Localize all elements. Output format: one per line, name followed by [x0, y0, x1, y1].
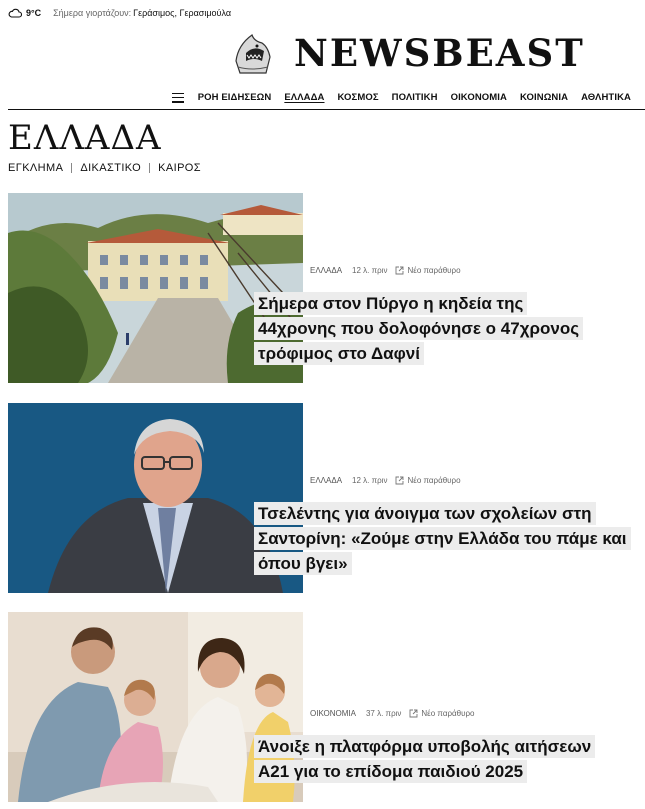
article-card — [8, 193, 633, 383]
nav-item-ellada[interactable]: ΕΛΛΑΔΑ — [284, 92, 325, 103]
nav-item-kosmos[interactable]: ΚΟΣΜΟΣ — [337, 92, 379, 103]
subcategory-dikastiko[interactable]: ΔΙΚΑΣΤΙΚΟ — [80, 162, 142, 174]
article-meta — [310, 476, 469, 485]
temperature: 9°C — [26, 8, 42, 18]
divider — [71, 163, 72, 173]
logo-text: NEWSBEAST — [294, 30, 585, 75]
article-time: 12 λ. πριν — [352, 476, 388, 485]
main-navigation — [8, 86, 645, 110]
article-card — [8, 403, 633, 593]
subcategory-egklima[interactable]: ΕΓΚΛΗΜΑ — [8, 162, 64, 174]
subcategory-kairos[interactable]: ΚΑΙΡΟΣ — [158, 162, 201, 174]
nav-item-koinonia[interactable]: ΚΟΙΝΩΝΙΑ — [520, 92, 569, 103]
subcategory-links — [8, 162, 201, 174]
new-window-icon[interactable] — [395, 476, 404, 485]
headline-text: Τσελέντης για άνοιγμα των σχολείων στη Σαντορίνη: «Ζούμε στην Ελλάδα του πάμε και όπου βγει» — [254, 502, 631, 575]
hamburger-icon[interactable] — [172, 93, 184, 103]
article-meta — [310, 709, 482, 718]
divider — [149, 163, 150, 173]
site-logo[interactable] — [232, 30, 585, 76]
headline-text: Άνοιξε η πλατφόρμα υποβολής αιτήσεων Α21 για το επίδομα παιδιού 2025 — [254, 735, 595, 783]
new-window-label[interactable]: Νέο παράθυρο — [407, 266, 461, 275]
nameday-names[interactable]: Γεράσιμος, Γερασιμούλα — [133, 8, 232, 18]
page-title: ΕΛΛΑΔΑ — [8, 118, 162, 158]
new-window-label[interactable]: Νέο παράθυρο — [421, 709, 475, 718]
article-meta — [310, 266, 469, 275]
article-card — [8, 612, 633, 802]
nav-item-athlitika[interactable]: ΑΘΛΗΤΙΚΑ — [581, 92, 631, 103]
article-headline[interactable] — [254, 501, 629, 576]
nav-item-oikonomia[interactable]: ΟΙΚΟΝΟΜΙΑ — [450, 92, 507, 103]
article-category[interactable]: ΕΛΛΑΔΑ — [310, 476, 343, 485]
cloud-icon — [8, 8, 22, 18]
new-window-label[interactable]: Νέο παράθυρο — [407, 476, 461, 485]
article-headline[interactable] — [254, 291, 599, 366]
article-time: 12 λ. πριν — [352, 266, 388, 275]
article-category[interactable]: ΟΙΚΟΝΟΜΙΑ — [310, 709, 356, 718]
article-headline[interactable] — [254, 734, 624, 784]
shark-icon — [232, 31, 272, 75]
headline-text: Σήμερα στον Πύργο η κηδεία της 44χρονης που δολοφόνησε ο 47χρονος τρόφιμος στο Δαφνί — [254, 292, 583, 365]
nav-item-roi-eidiseon[interactable]: ΡΟΗ ΕΙΔΗΣΕΩΝ — [197, 92, 272, 103]
nav-item-politiki[interactable]: ΠΟΛΙΤΙΚΗ — [391, 92, 438, 103]
nameday-label: Σήμερα γιορτάζουν: — [53, 8, 132, 18]
top-info-bar — [8, 6, 231, 20]
article-category[interactable]: ΕΛΛΑΔΑ — [310, 266, 343, 275]
article-time: 37 λ. πριν — [365, 709, 402, 718]
new-window-icon[interactable] — [395, 266, 404, 275]
new-window-icon[interactable] — [409, 709, 418, 718]
